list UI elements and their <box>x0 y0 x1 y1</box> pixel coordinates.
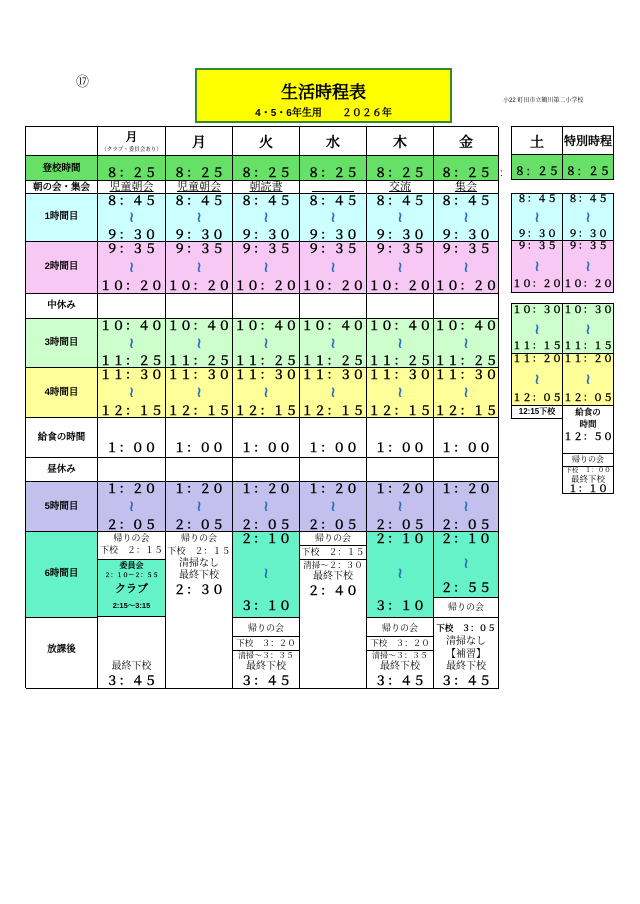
separator-dot: : <box>500 168 503 179</box>
blank-line <box>312 191 354 192</box>
row-label-lunch: 給食の時間 <box>26 418 98 458</box>
p6-fri: ２：１０ ≀ ２：５５ <box>434 532 499 598</box>
header-mon: 月 <box>166 127 233 156</box>
school-name: 小22 町田市立鶴川第二小学校 <box>503 98 584 104</box>
header-fri: 金 <box>434 127 499 156</box>
period-cell: ８：４５ ≀ ９：３０ <box>367 194 434 242</box>
morning-event <box>300 181 367 194</box>
period-cell: １０：４０ ≀ １１：２５ <box>166 319 231 368</box>
period-cell: ９：３５ ≀ １０：２０ <box>98 242 166 294</box>
arrival-cell: ８：２５ <box>300 156 367 181</box>
period-cell: １１：３０ ≀ １２：１５ <box>367 368 432 418</box>
divider <box>233 636 299 637</box>
period-cell: ９：３５ ≀ １０：２０ <box>434 242 499 293</box>
after-thu: 帰りの会 下校 ３：２０ 清掃～３：３５ 最終下校 ３：４５ <box>367 618 434 689</box>
period-cell: １０：４０ ≀ １１：２５ <box>367 319 432 368</box>
break-cell <box>300 294 367 319</box>
period-cell: １：２０ ≀ ２：０５ <box>166 482 233 532</box>
sat-arrival: ８：２５ <box>511 155 563 180</box>
period-cell: ８：４５ ≀ ９：３０ <box>233 194 300 242</box>
period-cell: １０：４０ ≀ １１：２５ <box>233 319 298 368</box>
break-cell <box>98 294 166 319</box>
row-label-p3: 3時間目 <box>26 319 98 368</box>
special-p3: １０：３０ ≀ １１：１５ <box>563 305 613 352</box>
arrival-cell: ８：２５ <box>233 156 300 181</box>
break-cell <box>434 294 499 319</box>
fri-kaeri: 帰りの会 <box>434 598 499 618</box>
corner-cell <box>26 127 98 156</box>
row-label-morning: 朝の会・集会 <box>26 181 98 194</box>
period-cell: ９：３５ ≀ １０：２０ <box>166 242 231 293</box>
divider <box>367 636 433 637</box>
morning-event: 集会 <box>434 181 499 194</box>
noon-cell <box>98 458 166 482</box>
page-subtitle: 4・5・6年生用 ２０２６年 <box>255 108 392 119</box>
saturday-special-table <box>511 126 614 494</box>
title-box <box>195 68 452 123</box>
row-label-p4: 4時間目 <box>26 368 98 418</box>
period-cell: ９：３５ ≀ １０：２０ <box>367 242 432 293</box>
sat-p1: ８：４５ ≀ ９：３０ <box>511 193 563 241</box>
main-schedule-table <box>25 126 498 688</box>
arrival-cell: ８：２５ <box>367 156 434 181</box>
club-block: 委員会 ２：１０～２：５５ クラブ 2:15～3:15 <box>98 559 165 617</box>
period-cell: １１：３０ ≀ １２：１５ <box>300 368 365 418</box>
morning-event: 交流 <box>367 181 434 194</box>
page-number: ⑰ <box>76 74 90 89</box>
after-tue: 帰りの会 下校 ３：２０ 清掃～３：３５ 最終下校 ３：４５ <box>233 618 300 689</box>
noon-cell <box>367 458 434 482</box>
period-cell: １１：３０ ≀ １２：１５ <box>434 368 499 418</box>
break-cell <box>367 294 434 319</box>
period-cell: １０：４０ ≀ １１：２５ <box>98 319 166 368</box>
arrival-cell: ８：２５ <box>434 156 499 181</box>
period-cell: ９：３５ ≀ １０：２０ <box>233 242 298 293</box>
period-cell: １：２０ ≀ ２：０５ <box>98 482 166 532</box>
special-left-border <box>562 406 563 494</box>
row-label-p2: 2時間目 <box>26 242 98 294</box>
sat-morning-blank <box>511 180 614 193</box>
special-p4: １１：２０ ≀ １２：０５ <box>563 354 613 404</box>
period-cell: ８：４５ ≀ ９：３０ <box>166 194 233 242</box>
special-p1: ８：４５ ≀ ９：３０ <box>563 193 614 241</box>
period-cell: ９：３５ ≀ １０：２０ <box>300 242 365 293</box>
header-special: 特別時程 <box>563 126 614 155</box>
page-title: 生活時程表 <box>281 83 366 102</box>
special-lunch: 給食の 時間 １２：５０ <box>563 406 614 454</box>
morning-event: 児童朝会 <box>166 181 233 194</box>
sat-dismissal: 12:15下校 <box>511 406 563 419</box>
noon-cell <box>233 458 300 482</box>
period-cell: ８：４５ ≀ ９：３０ <box>98 194 166 242</box>
period-cell: １：２０ ≀ ２：０５ <box>434 482 499 532</box>
special-p2: ９：３５ ≀ １０：２０ <box>563 241 614 293</box>
lunch-cell: １：００ <box>166 418 233 458</box>
noon-cell <box>166 458 233 482</box>
p6-thu: ２：１０ ≀ ３：１０ <box>367 532 434 618</box>
special-kaeri: 帰りの会 <box>563 454 614 467</box>
noon-cell <box>434 458 499 482</box>
after-fri: 下校 ３：０５ 清掃なし 【補習】 最終下校 ３：４５ <box>434 618 499 689</box>
break-cell <box>233 294 300 319</box>
p6-mon: 帰りの会 下校 ２：１５ 清掃なし 最終下校 ２：３０ <box>166 532 233 689</box>
lunch-cell: １：００ <box>367 418 434 458</box>
period-cell: １１：３０ ≀ １２：１５ <box>98 368 166 418</box>
period-cell: １０：４０ ≀ １１：２５ <box>300 319 365 368</box>
period-cell: １：２０ ≀ ２：０５ <box>367 482 434 532</box>
special-dismissal: 下校 １：００ 最終下校 １：１０ <box>563 467 614 494</box>
row-label-p6: 6時間目 <box>26 532 98 618</box>
period-cell: １１：３０ ≀ １２：１５ <box>233 368 298 418</box>
period-cell: １０：４０ ≀ １１：２５ <box>434 319 499 368</box>
lunch-cell: １：００ <box>434 418 499 458</box>
p6-wed: 帰りの会 下校 ２：１５ 清掃～２：３０ 最終下校 ２：４０ <box>300 532 367 689</box>
row-label-arrival: 登校時間 <box>26 156 98 181</box>
header-wed: 水 <box>300 127 367 156</box>
header-tue: 火 <box>233 127 300 156</box>
header-sat: 土 <box>511 126 563 155</box>
p6-tue: ２：１０ ≀ ３：１０ <box>233 532 300 618</box>
lunch-cell: １：００ <box>98 418 166 458</box>
period-cell: ８：４５ ≀ ９：３０ <box>300 194 367 242</box>
p6-mon-club: 帰りの会 下校 ２：１５ 委員会 ２：１０～２：５５ クラブ 2:15～3:15 <box>98 532 166 618</box>
special-arrival: ８：２５ <box>563 155 614 180</box>
sat-p4: １１：２０ ≀ １２：０５ <box>512 354 562 404</box>
after-mon-club: 最終下校 ３：４５ <box>98 618 166 689</box>
divider <box>300 545 366 546</box>
break-cell <box>166 294 233 319</box>
lunch-cell: １：００ <box>233 418 300 458</box>
header-thu: 木 <box>367 127 434 156</box>
period-cell: １１：３０ ≀ １２：１５ <box>166 368 231 418</box>
period-cell: １：２０ ≀ ２：０５ <box>233 482 300 532</box>
noon-cell <box>300 458 367 482</box>
lunch-cell: １：００ <box>300 418 367 458</box>
morning-event: 児童朝会 <box>98 181 166 194</box>
arrival-cell: ８：２５ <box>98 156 166 181</box>
row-label-p1: 1時間目 <box>26 194 98 242</box>
header-mon-club: 月 （クラブ・委員会あり） <box>98 127 166 156</box>
morning-event: 朝読書 <box>233 181 300 194</box>
period-cell: １：２０ ≀ ２：０５ <box>300 482 367 532</box>
sat-p2: ９：３５ ≀ １０：２０ <box>511 241 563 293</box>
row-label-after: 放課後 <box>26 618 98 689</box>
arrival-cell: ８：２５ <box>166 156 233 181</box>
row-label-p5: 5時間目 <box>26 482 98 532</box>
row-label-noon: 昼休み <box>26 458 98 482</box>
sat-p3: １０：３０ ≀ １１：１５ <box>512 305 562 352</box>
period-cell: ８：４５ ≀ ９：３０ <box>434 194 499 242</box>
row-label-break: 中休み <box>26 294 98 319</box>
